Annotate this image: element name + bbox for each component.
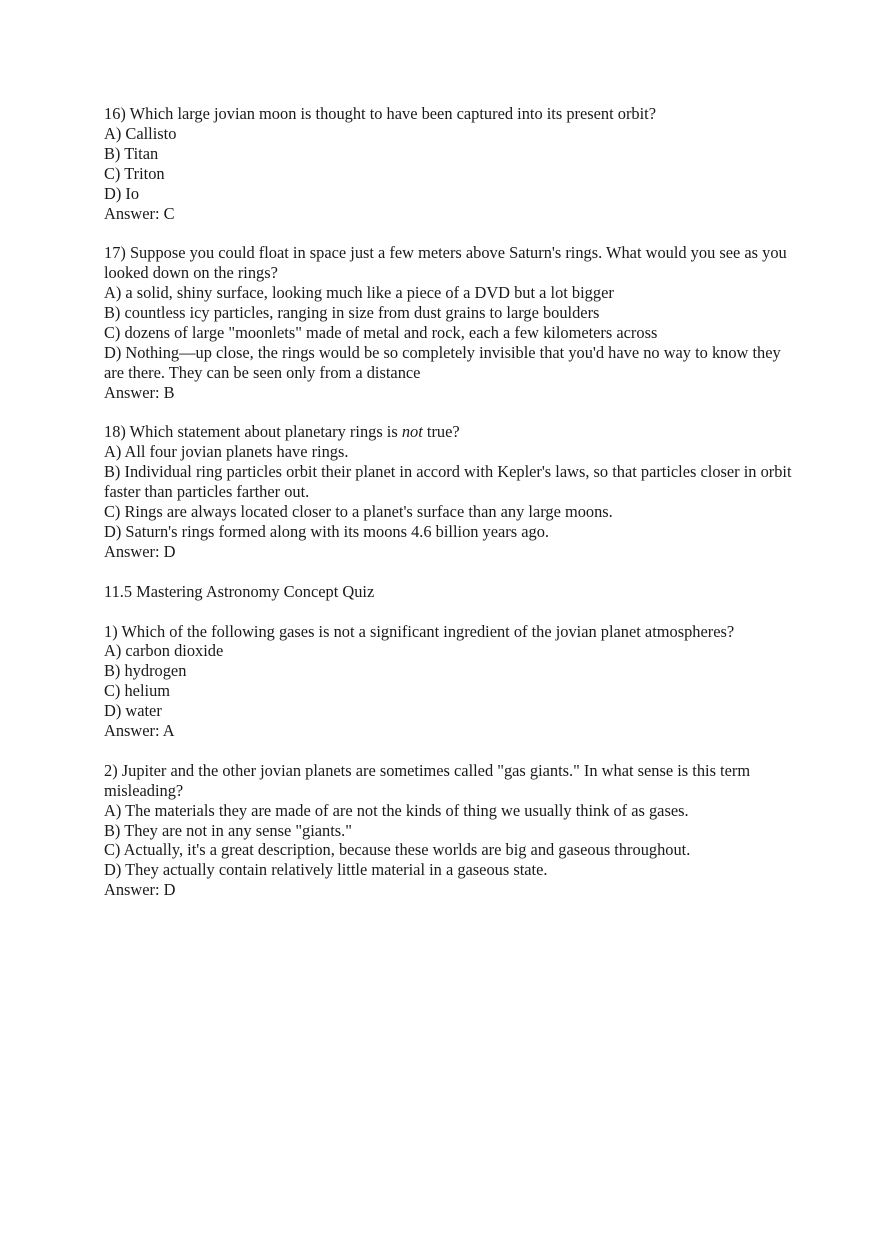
option-a: A) The materials they are made of are not the kinds of thing we usually think of as gases.: [104, 800, 689, 820]
document-page: [104, 104, 804, 920]
option-c: C) dozens of large "moonlets" made of metal and rock, each a few kilometers across: [104, 322, 658, 342]
option-b: B) Individual ring particles orbit their planet in accord with Kepler's laws, so that particles closer in orbit faster than particles farther out.: [104, 462, 792, 502]
option-a: A) Callisto: [104, 123, 177, 143]
option-b: B) hydrogen: [104, 661, 187, 681]
answer: Answer: D: [104, 541, 176, 561]
option-d: D) They actually contain relatively little material in a gaseous state.: [104, 860, 548, 880]
question-17: [104, 243, 804, 402]
answer: Answer: B: [104, 382, 175, 402]
option-d: D) water: [104, 701, 162, 721]
option-d: D) Io: [104, 183, 140, 203]
option-d: D) Saturn's rings formed along with its moons 4.6 billion years ago.: [104, 522, 549, 541]
quiz-question-2: [104, 761, 804, 900]
question-stem: 16) Which large jovian moon is thought to have been captured into its present orbit?: [104, 104, 656, 123]
question-stem: [104, 422, 804, 442]
question-stem: 17) Suppose you could float in space just a few meters above Saturn's rings. What would you see as you looked down on the rings?: [104, 243, 787, 283]
answer: Answer: A: [104, 721, 175, 741]
option-a: A) carbon dioxide: [104, 641, 224, 661]
option-b: B) Titan: [104, 143, 159, 163]
stem-emphasis: not: [401, 422, 423, 442]
option-b: B) They are not in any sense "giants.": [104, 820, 352, 840]
option-c: C) Rings are always located closer to a planet's surface than any large moons.: [104, 502, 613, 522]
option-c: C) Triton: [104, 163, 165, 183]
answer: Answer: D: [104, 880, 176, 900]
option-b: B) countless icy particles, ranging in size from dust grains to large boulders: [104, 303, 600, 323]
question-stem: 2) Jupiter and the other jovian planets are sometimes called "gas giants." In what sense is this term misleading?: [104, 760, 751, 800]
stem-before: 18) Which statement about planetary rings is: [104, 422, 402, 442]
question-16: [104, 104, 804, 223]
option-a: A) All four jovian planets have rings.: [104, 442, 349, 462]
question-18: [104, 422, 804, 561]
option-c: C) helium: [104, 681, 171, 701]
question-stem: 1) Which of the following gases is not a significant ingredient of the jovian planet atmospheres?: [104, 621, 735, 641]
quiz-question-1: [104, 622, 804, 741]
answer: Answer: C: [104, 203, 175, 223]
section-heading: 11.5 Mastering Astronomy Concept Quiz: [104, 581, 375, 601]
option-a: A) a solid, shiny surface, looking much like a piece of a DVD but a lot bigger: [104, 283, 614, 303]
option-d: D) Nothing—up close, the rings would be so completely invisible that you'd have no way to know they are there. They can be seen only from a distance: [104, 342, 781, 382]
option-c: C) Actually, it's a great description, because these worlds are big and gaseous throughout.: [104, 840, 691, 860]
stem-after: true?: [422, 422, 460, 442]
